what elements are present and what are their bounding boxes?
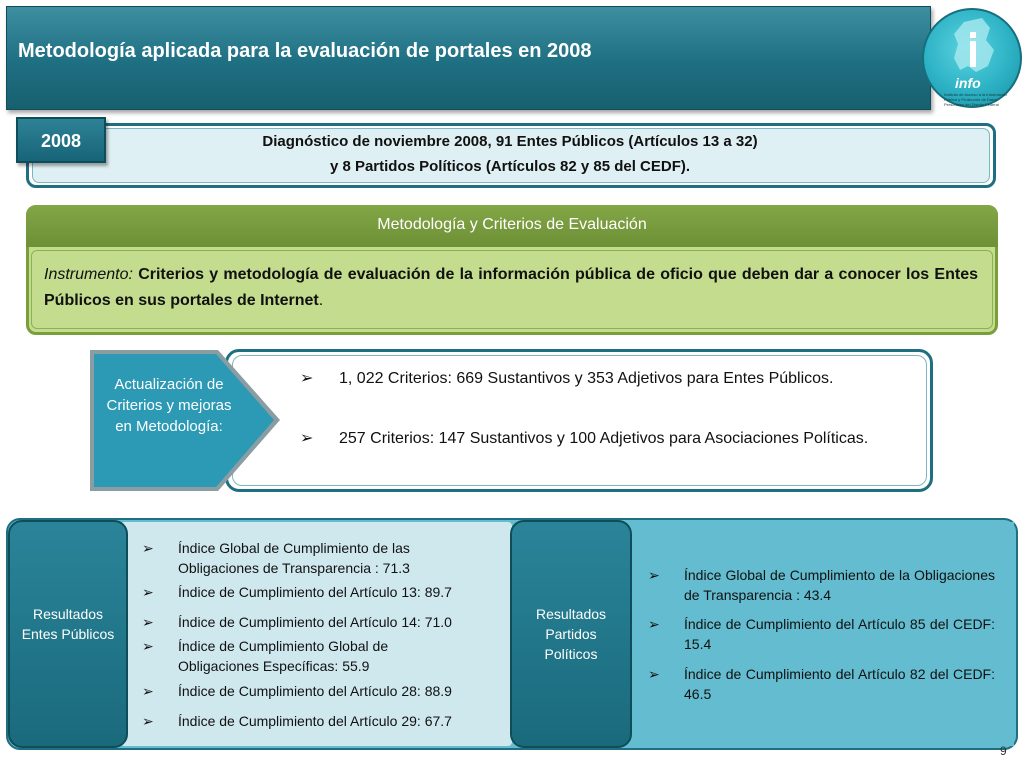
entes-result-text: Índice de Cumplimiento Global de Obligaciones Específicas: 55.9 (178, 638, 389, 674)
partidos-result-text: Índice de Cumplimiento del Artículo 82 del CEDF: 46.5 (684, 666, 995, 702)
bullet-arrow-icon: ➢ (142, 584, 154, 600)
criteria-item (300, 367, 914, 391)
instrument-end: . (318, 292, 324, 309)
instrument-description (44, 262, 978, 314)
partidos-result-text: Índice Global de Cumplimiento de la Obligaciones de Transparencia : 43.4 (684, 567, 995, 603)
entes-result-item (142, 612, 502, 632)
entes-result-text: Índice de Cumplimiento del Artículo 29: 67.7 (178, 713, 452, 729)
diagnosis-line-2: y 8 Partidos Políticos (Artículos 82 y 85 del CEDF). (329, 158, 691, 175)
entes-result-item (142, 711, 502, 731)
bullet-arrow-icon: ➢ (648, 567, 660, 583)
partidos-results-label: Resultados Partidos Políticos (535, 606, 607, 662)
bullet-arrow-icon: ➢ (142, 683, 154, 699)
logo-subtitle: Instituto de Acceso a la Información Pública y Protección de Datos Personales del Distrito Federal (944, 92, 1008, 107)
criteria-text: 1, 022 Criterios: 669 Sustantivos y 353 Adjetivos para Entes Públicos. (339, 370, 834, 387)
entes-result-item (142, 538, 482, 578)
logo-wordmark: info (955, 75, 981, 91)
entes-results-label: Resultados Entes Públicos (21, 606, 115, 642)
page-number: 9 (1000, 744, 1007, 758)
entes-result-item (142, 636, 462, 676)
bullet-arrow-icon: ➢ (648, 616, 660, 632)
instrument-text: Criterios y metodología de evaluación de la información pública de oficio que deben dar a conocer los Entes Públicos en sus portales de Internet (44, 266, 978, 309)
entes-result-text: Índice de Cumplimiento del Artículo 13: 89.7 (178, 584, 452, 600)
criteria-text: 257 Criterios: 147 Sustantivos y 100 Adjetivos para Asociaciones Políticas. (339, 430, 869, 447)
methodology-header: Metodología y Criterios de Evaluación (377, 216, 647, 233)
entes-result-text: Índice de Cumplimiento del Artículo 14: 71.0 (178, 614, 452, 630)
year-badge: 2008 (16, 117, 106, 163)
bullet-arrow-icon: ➢ (142, 540, 154, 556)
bullet-arrow-icon: ➢ (300, 430, 314, 447)
bullet-arrow-icon: ➢ (648, 666, 660, 682)
bullet-arrow-icon: ➢ (300, 370, 314, 387)
entes-result-item (142, 681, 502, 701)
diagnosis-line-1: Diagnóstico de noviembre 2008, 91 Entes Públicos (Artículos 13 a 32) (262, 133, 758, 150)
page-title: Metodología aplicada para la evaluación de portales en 2008 (18, 40, 592, 62)
partidos-result-item (648, 664, 995, 704)
update-label: Actualización de Criterios y mejoras en Metodología: (106, 376, 232, 435)
bullet-arrow-icon: ➢ (142, 614, 154, 630)
bullet-arrow-icon: ➢ (142, 713, 154, 729)
bullet-arrow-icon: ➢ (142, 638, 154, 654)
entes-result-item (142, 582, 502, 602)
criteria-item (300, 427, 914, 451)
partidos-result-item (648, 565, 995, 605)
entes-result-text: Índice Global de Cumplimiento de las Obligaciones de Transparencia : 71.3 (178, 540, 410, 576)
entes-result-text: Índice de Cumplimiento del Artículo 28: 88.9 (178, 683, 452, 699)
instrument-label: Instrumento: (44, 266, 133, 283)
partidos-result-item (648, 614, 995, 654)
partidos-result-text: Índice de Cumplimiento del Artículo 85 del CEDF: 15.4 (684, 616, 995, 652)
